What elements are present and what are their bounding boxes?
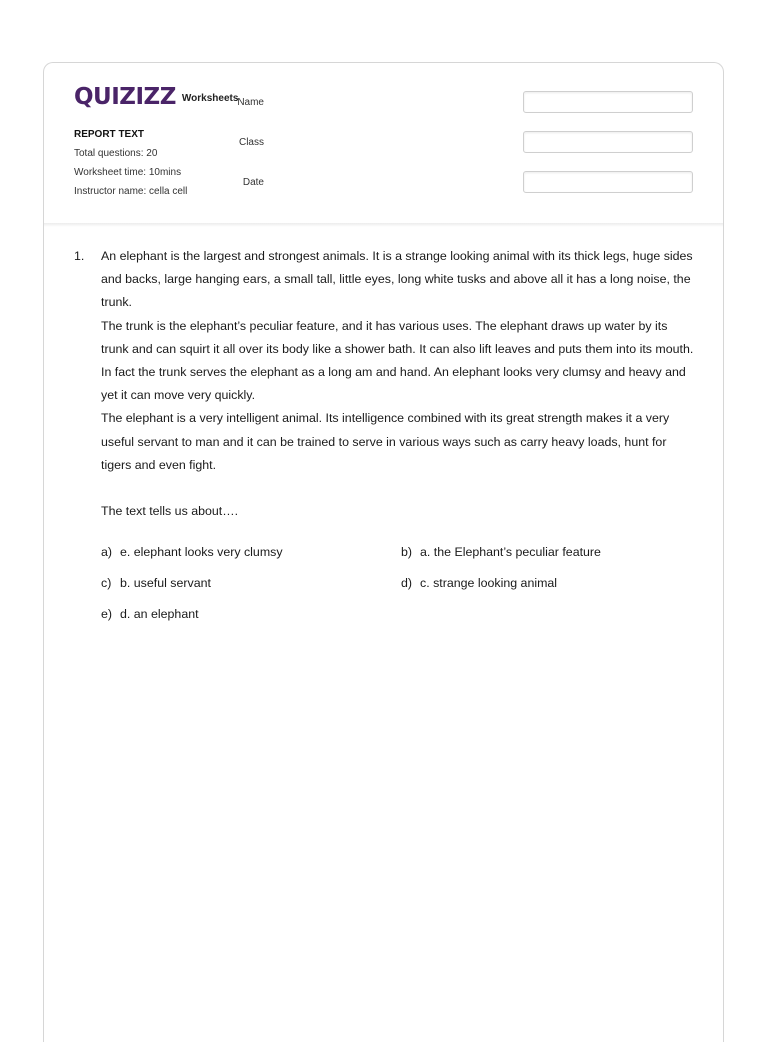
option-c[interactable] [101,572,401,595]
option-text: d. an elephant [120,607,199,621]
worksheet-header [44,63,723,224]
question-prompt: The text tells us about…. [101,504,239,519]
question-body [101,245,694,523]
quizizz-logo: QUIZIZZ [74,84,176,110]
name-field[interactable] [523,91,693,113]
question-number: 1. [74,249,85,263]
answer-options [101,541,701,626]
option-d[interactable] [401,572,701,595]
option-text: e. elephant looks very clumsy [120,545,283,559]
option-a[interactable] [101,541,401,564]
name-label: Name [237,97,264,108]
option-letter: c) [101,576,112,590]
option-e[interactable] [101,603,401,626]
logo-subtitle: Worksheets [181,93,239,104]
passage-paragraph: An elephant is the largest and strongest animals. It is a strange looking animal with its thick legs, huge sides and backs, large hanging ears, a small tall, little eyes, long white tusks and above all it has a long noise, the trunk. [101,249,693,310]
option-letter: d) [401,576,413,590]
worksheet-title: REPORT TEXT [74,129,145,140]
option-text: c. strange looking animal [420,576,558,590]
option-b[interactable] [401,541,701,564]
worksheet-page [43,62,724,1042]
option-text: a. the Elephant’s peculiar feature [420,545,601,559]
header-divider [44,223,723,227]
instructor-name: Instructor name: cella cell [74,186,188,197]
class-label: Class [238,137,264,148]
passage-paragraph: The trunk is the elephant’s peculiar feature, and it has various uses. The elephant draws up water by its trunk and can squirt it all over its body like a shower bath. It can also lift leaves and puts them into its mouth. In fact the trunk serves the elephant as a long am and hand. An elephant looks very clumsy and heavy and yet it can move very quickly. [101,318,694,403]
date-field[interactable] [523,171,693,193]
date-label: Date [242,177,264,188]
option-text: b. useful servant [120,576,211,590]
worksheet-meta [74,125,187,201]
total-questions: Total questions: 20 [74,148,158,159]
passage-paragraph: The elephant is a very intelligent animal. Its intelligence combined with its great strength makes it a very useful servant to man and it can be trained to serve in various ways such as carry heavy loads, hunt for tigers and even fight. [101,411,670,472]
option-letter: a) [101,545,113,559]
option-letter: e) [101,607,113,621]
worksheet-time: Worksheet time: 10mins [74,167,182,178]
option-letter: b) [401,545,413,559]
question-1 [74,245,694,523]
class-field[interactable] [523,131,693,153]
